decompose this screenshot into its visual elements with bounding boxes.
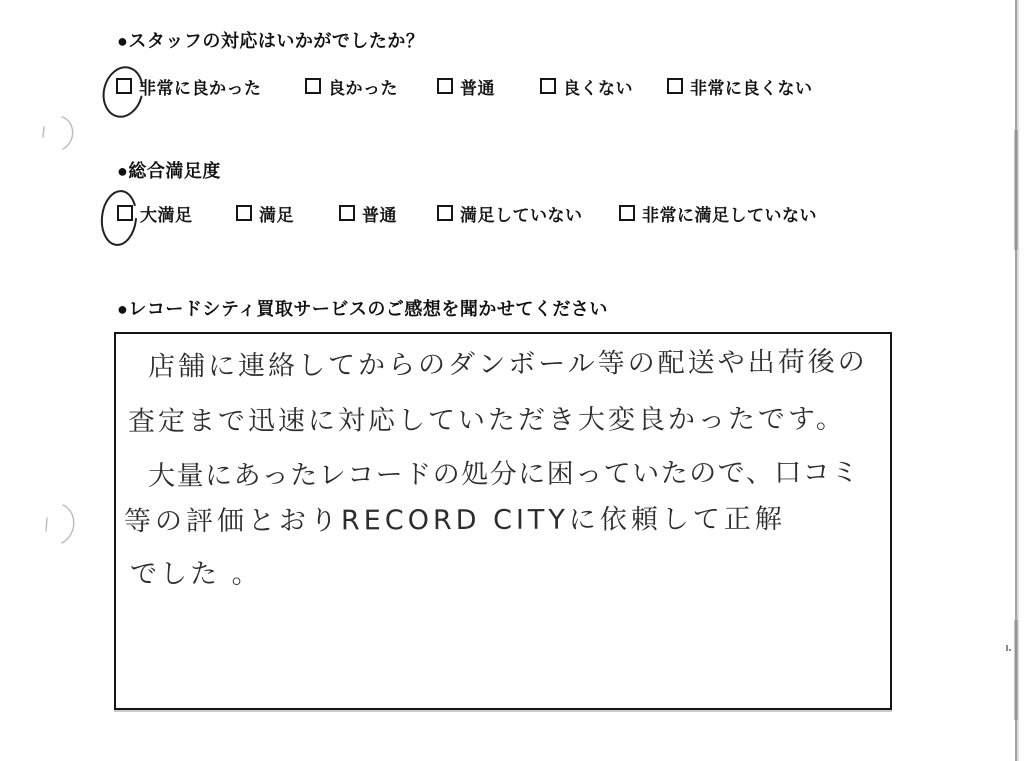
q2-option-satisfied (236, 203, 294, 223)
option-label: 普通 (460, 78, 495, 98)
checkbox-q2-very-unsatisfied[interactable] (619, 205, 635, 221)
q2-option-normal (339, 203, 397, 223)
handwritten-line-4: 等の評価とおりRECORD CITYに依頼して正解 (123, 503, 786, 538)
option-label: 非常に満足していない (642, 205, 817, 225)
checkbox-q1-bad[interactable] (540, 78, 556, 94)
punch-hole-mark-bottom (46, 505, 74, 543)
option-label: 良くない (563, 78, 633, 98)
q2-option-very-satisfied (117, 203, 193, 223)
scan-line-artifact (1014, 0, 1019, 761)
handwritten-line-5: でした 。 (130, 559, 262, 590)
checkbox-q1-good[interactable] (305, 78, 321, 94)
q1-option-bad (540, 76, 633, 96)
question-2-title: ●総合満足度 (117, 161, 221, 181)
question-1-title: ●スタッフの対応はいかがでしたか？ (117, 31, 425, 51)
q1-option-very-bad (667, 76, 813, 96)
checkbox-q2-unsatisfied[interactable] (437, 205, 453, 221)
option-label: 満足 (259, 205, 294, 225)
checkbox-q1-normal[interactable] (437, 78, 453, 94)
q1-option-very-good (116, 76, 262, 96)
checkbox-q2-satisfied[interactable] (236, 205, 252, 221)
checkbox-q2-normal[interactable] (339, 205, 355, 221)
option-label: 大満足 (140, 205, 193, 225)
comment-section-title: ●レコードシティ買取サービスのご感想を聞かせてください (117, 299, 608, 319)
checkbox-q2-very-satisfied[interactable] (117, 205, 133, 221)
option-label: 非常に良くない (690, 78, 813, 98)
handwritten-line-2: 査定まで迅速に対応していただき大変良かったです。 (127, 403, 846, 438)
handwritten-line-1: 店舗に連絡してからのダンボール等の配送や出荷後の (147, 346, 868, 383)
q1-option-good (305, 76, 398, 96)
option-label: 満足していない (460, 205, 583, 225)
checkbox-q1-very-good[interactable] (116, 78, 132, 94)
q2-option-very-unsatisfied (619, 203, 817, 223)
speck-artifact (1006, 645, 1011, 651)
handwritten-line-3: 大量にあったレコードの処分に困っていたので、口コミ (147, 457, 860, 492)
option-label: 非常に良かった (139, 78, 262, 98)
option-label: 普通 (362, 205, 397, 225)
q1-option-normal (437, 76, 495, 96)
q2-option-unsatisfied (437, 203, 583, 223)
option-label: 良かった (328, 78, 398, 98)
checkbox-q1-very-bad[interactable] (667, 78, 683, 94)
punch-hole-mark-top (43, 117, 73, 149)
